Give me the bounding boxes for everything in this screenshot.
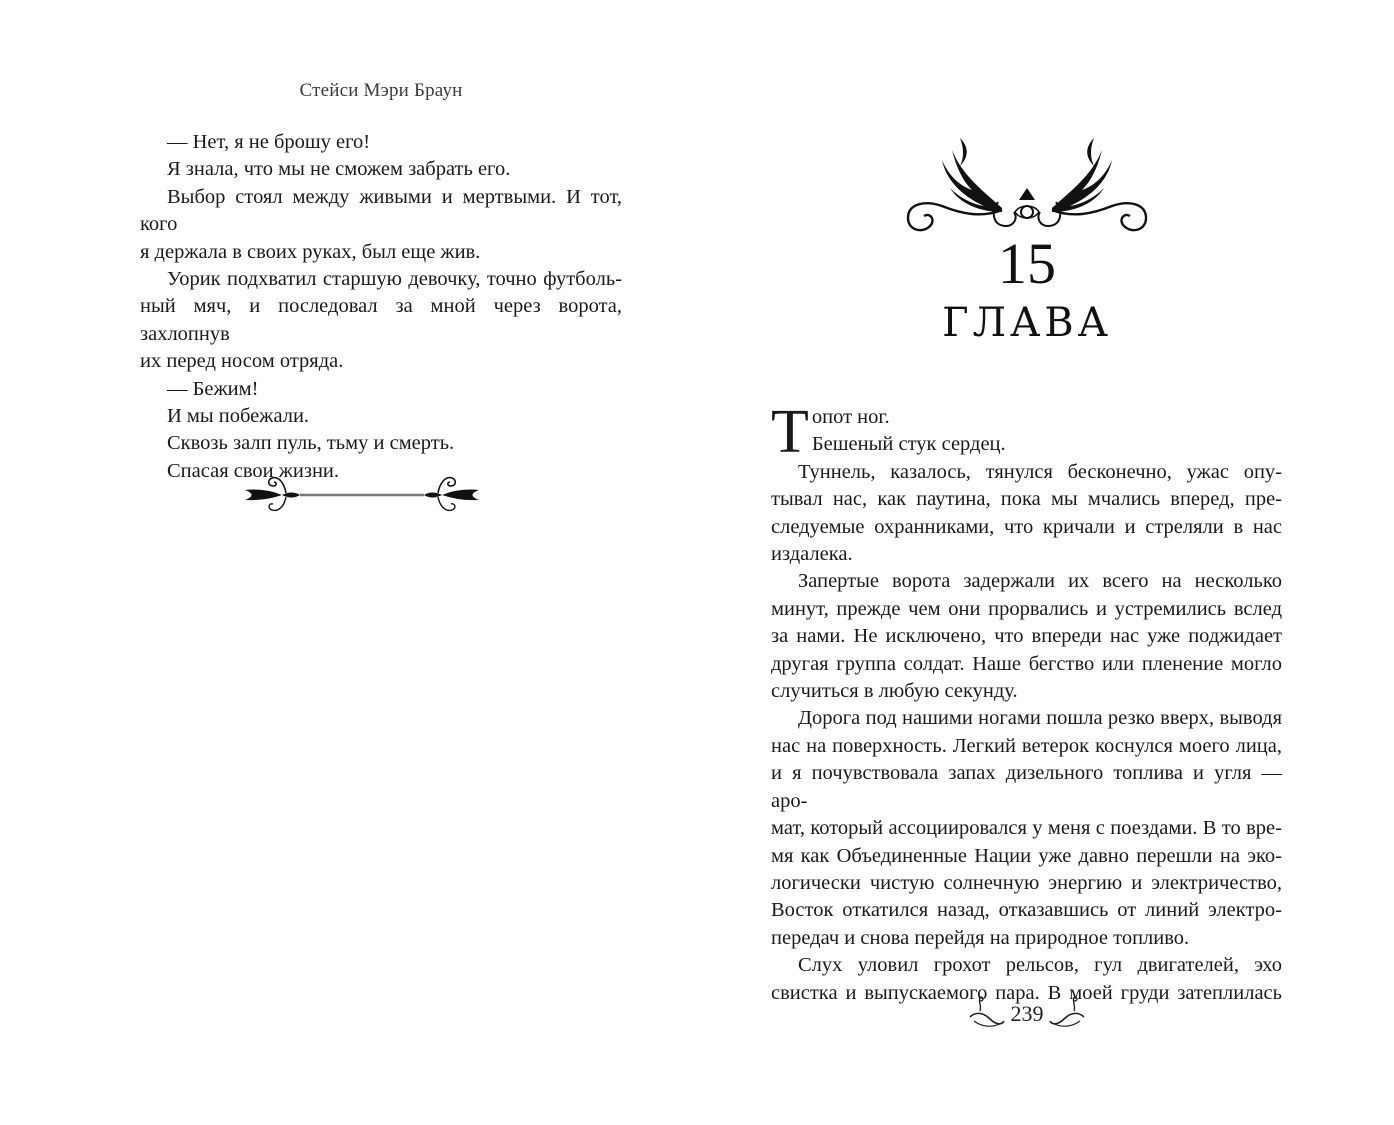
body-line: Слух уловил грохот рельсов, гул двигателей, эхо [798,954,1282,977]
body-line: ный мяч, и последовал за мной через ворота, захлопнув [140,295,622,345]
body-line: за нами. Не исключено, что впереди нас уже поджидает [771,625,1282,648]
body-line: следуемые охранниками, что кричали и стреляли в нас [771,515,1282,538]
body-line: Сквозь залп пуль, тьму и смерть. [167,432,455,455]
body-line: логически чистую солнечную энергию и электричество, [771,871,1282,894]
body-line: другая группа солдат. Наше бегство или пленение могло [771,652,1282,675]
body-line: случиться в любую секунду. [771,680,1018,703]
chapter-header-flourish-icon [902,130,1152,245]
body-line: — Бежим! [167,377,259,400]
body-line: Спасая свои жизни. [167,459,340,482]
body-line: Я знала, что мы не сможем забрать его. [167,158,511,181]
body-line: мат, который ассоциировался у меня с поездами. В то вре- [771,817,1282,840]
body-line: тывал нас, как паутина, пока мы мчались вперед, пре- [771,488,1282,511]
body-line: Восток откатился назад, отказавшись от линий электро- [771,899,1282,922]
body-line: я держала в своих руках, был еще жив. [140,240,481,263]
body-line: Бешеный стук сердец. [811,433,1006,456]
body-line: мя как Объединенные Нации уже давно перешли на эко- [771,844,1282,867]
body-line: Выбор стоял между живыми и мертвыми. И тот, кого [140,185,622,236]
body-line: Дорога под нашими ногами пошла резко вверх, выводя [798,707,1282,730]
body-line: Запертые ворота задержали их всего на несколько [798,570,1282,593]
body-line: и я почувствовала запах дизельного топлива и угля — аро- [771,762,1282,812]
scene-break-ornament-icon [240,470,484,516]
body-line: — Нет, я не брошу его! [167,131,371,153]
drop-cap: Т [771,398,809,466]
body-line: передач и снова перейдя на природное топливо. [771,926,1190,949]
running-head-author: Стейси Мэри Браун [299,80,463,101]
body-line: Уорик подхватил старшую девочку, точно футболь- [167,268,622,291]
left-page-body [140,129,622,485]
page-number-folio [962,993,1092,1033]
body-line: их перед носом отряда. [140,350,344,373]
chapter-number: 15 [998,231,1056,296]
body-line: И мы побежали. [167,405,310,428]
chapter-title: ГЛАВА [942,300,1112,346]
right-page-body [771,398,1282,1007]
body-line: минут, прежде чем они прорвались и устремились вслед [771,597,1282,620]
body-line: свистка и выпускаемого пара. В моей груди затеплилась [771,981,1282,1004]
page-number: 239 [1010,1001,1044,1026]
body-line: Туннель, казалось, тянулся бесконечно, ужас опу- [798,460,1282,483]
body-line: нас на поверхность. Легкий ветерок коснулся моего лица, [771,734,1282,757]
right-page [697,0,1394,1125]
body-line: издалека. [771,543,853,566]
body-line: опот ног. [811,406,890,428]
